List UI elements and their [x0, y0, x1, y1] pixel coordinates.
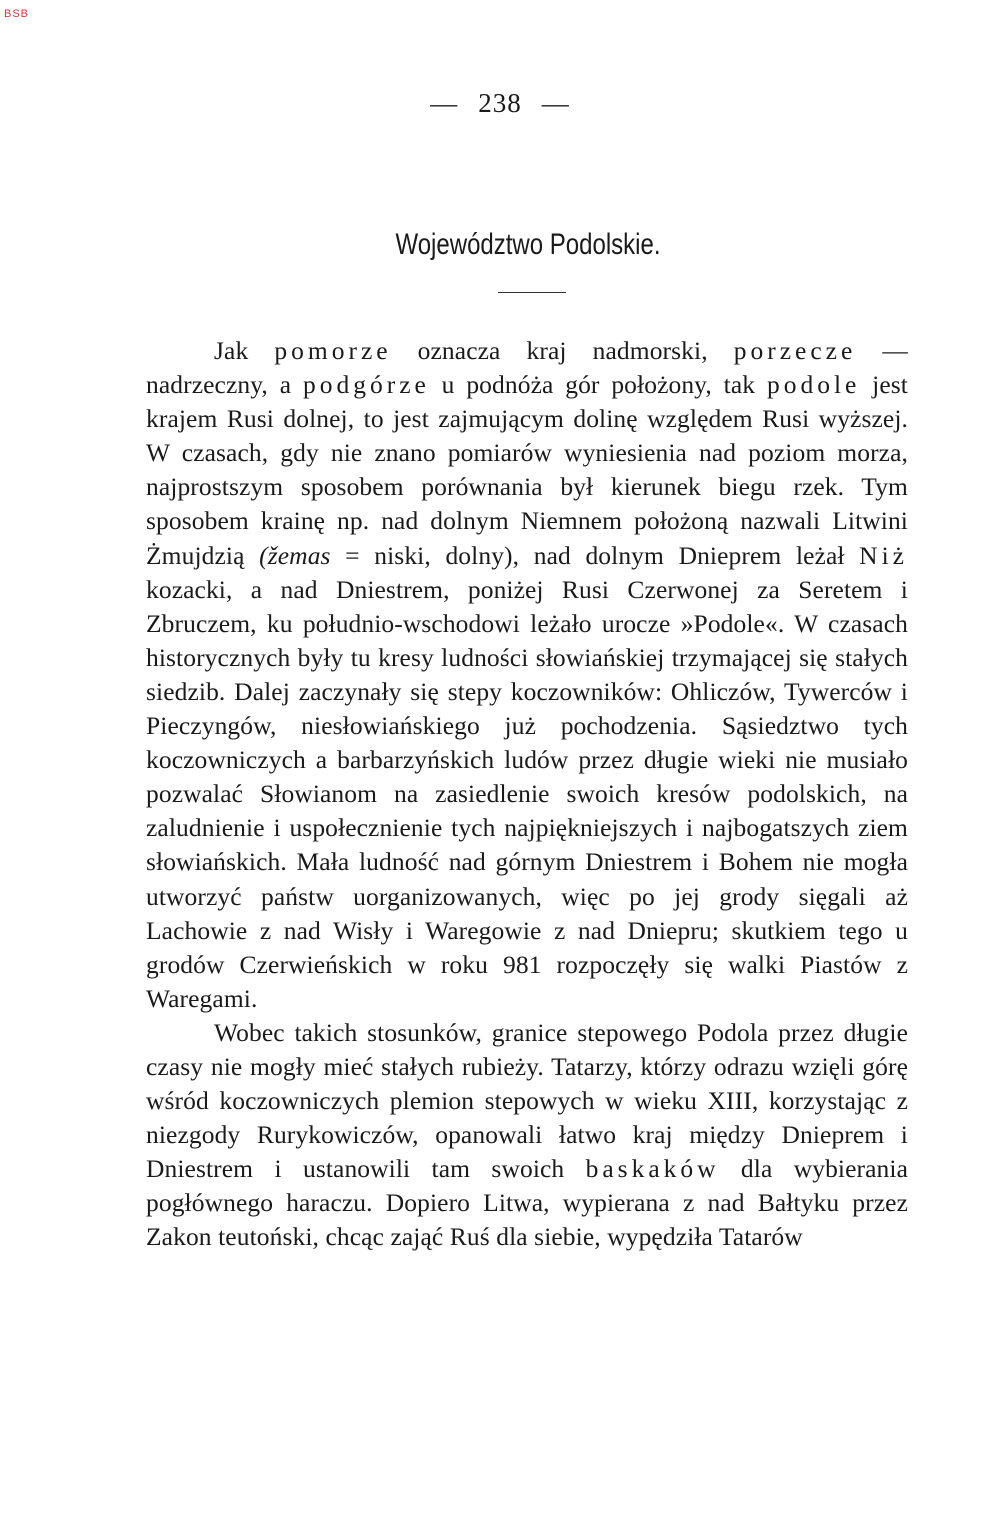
spaced-term: porzecze: [733, 336, 857, 365]
body-text: [146, 334, 908, 1255]
spaced-term: podole: [766, 370, 861, 400]
text-run: oznacza kraj nadmorski,: [391, 336, 734, 365]
heading-divider: [498, 292, 566, 293]
text-run: = niski, dolny), nad dolnym Dnieprem leżał: [330, 540, 860, 570]
spaced-term: podgórze: [302, 370, 430, 400]
page-number: [0, 88, 1000, 119]
text-run: jest krajem Rusi dolnej, to jest zajmującym dolinę względem Rusi wyższej. W czasach, gdy nie znano pomiarów wyniesienia nad poziom morza, najprostszym sposobem porównania był kierunek biegu rzek. Tym sposobem krainę np. nad dolnym Niemnem położoną nazwali Litwini Żmujdzią: [146, 370, 908, 570]
italic-term: (žemas: [259, 540, 331, 570]
spaced-term: pomorze: [274, 336, 392, 365]
text-run: u podnóża gór położony, tak: [429, 370, 767, 400]
spaced-term: Niż: [859, 540, 908, 570]
page-number-dash-left: —: [430, 88, 459, 118]
page-number-dash-right: —: [541, 88, 570, 118]
paragraph: [146, 334, 908, 1016]
text-run: Jak: [214, 336, 275, 365]
page-number-value: 238: [478, 88, 522, 118]
text-run: kozacki, a nad Dniestrem, poniżej Rusi Czerwonej za Seretem i Zbruczem, ku południo-wschodowi leżało urocze »Podole«. W czasach historycznych były tu kresy ludności słowiańskiej trzymającej się stałych siedzib. Dalej zaczynały się stepy koczowników: Ohliczów, Tywerców i Pieczyngów, niesłowiańskiego już pochodzenia. Sąsiedztwo tych koczowniczych a barbarzyńskich ludów przez długie wieki nie musiało pozwalać Słowianom na zasiedlenie swoich kresów podolskich, na zaludnienie i uspołecznienie tych najpiękniejszych i najbogatszych ziem słowiańskich. Mała ludność nad górnym Dniestrem i Bohem nie mogła utworzyć państw uorganizowanych, więc po jej grody sięgali aż Lachowie z nad Wisły i Waregowie z nad Dniepru; skutkiem tego u grodów Czerwieńskich w roku 981 rozpoczęły się walki Piastów z Waregami.: [146, 574, 908, 1013]
text-run: dla wybierania pogłównego haraczu. Dopiero Litwa, wypierana z nad Bałtyku przez Zakon teutoński, chcąc zająć Ruś dla siebie, wypędziła Tatarów: [146, 1154, 908, 1252]
library-stamp: BSB: [4, 8, 30, 20]
spaced-term: baskaków: [585, 1154, 720, 1184]
section-heading: Województwo Podolskie.: [395, 228, 661, 261]
text-run: Wobec takich stosunków, granice stepowego Podola przez długie czasy nie mogły mieć stałych rubieży. Tatarzy, którzy odrazu wzięli górę wśród koczowniczych plemion stepowych w wieku XIII, korzystając z niezgody Rurykowiczów, opanowali łatwo kraj między Dnieprem i Dniestrem i ustanowili tam swoich: [146, 1017, 908, 1184]
text-run: — nadrzeczny, a: [146, 336, 908, 400]
paragraph: [146, 1016, 908, 1255]
